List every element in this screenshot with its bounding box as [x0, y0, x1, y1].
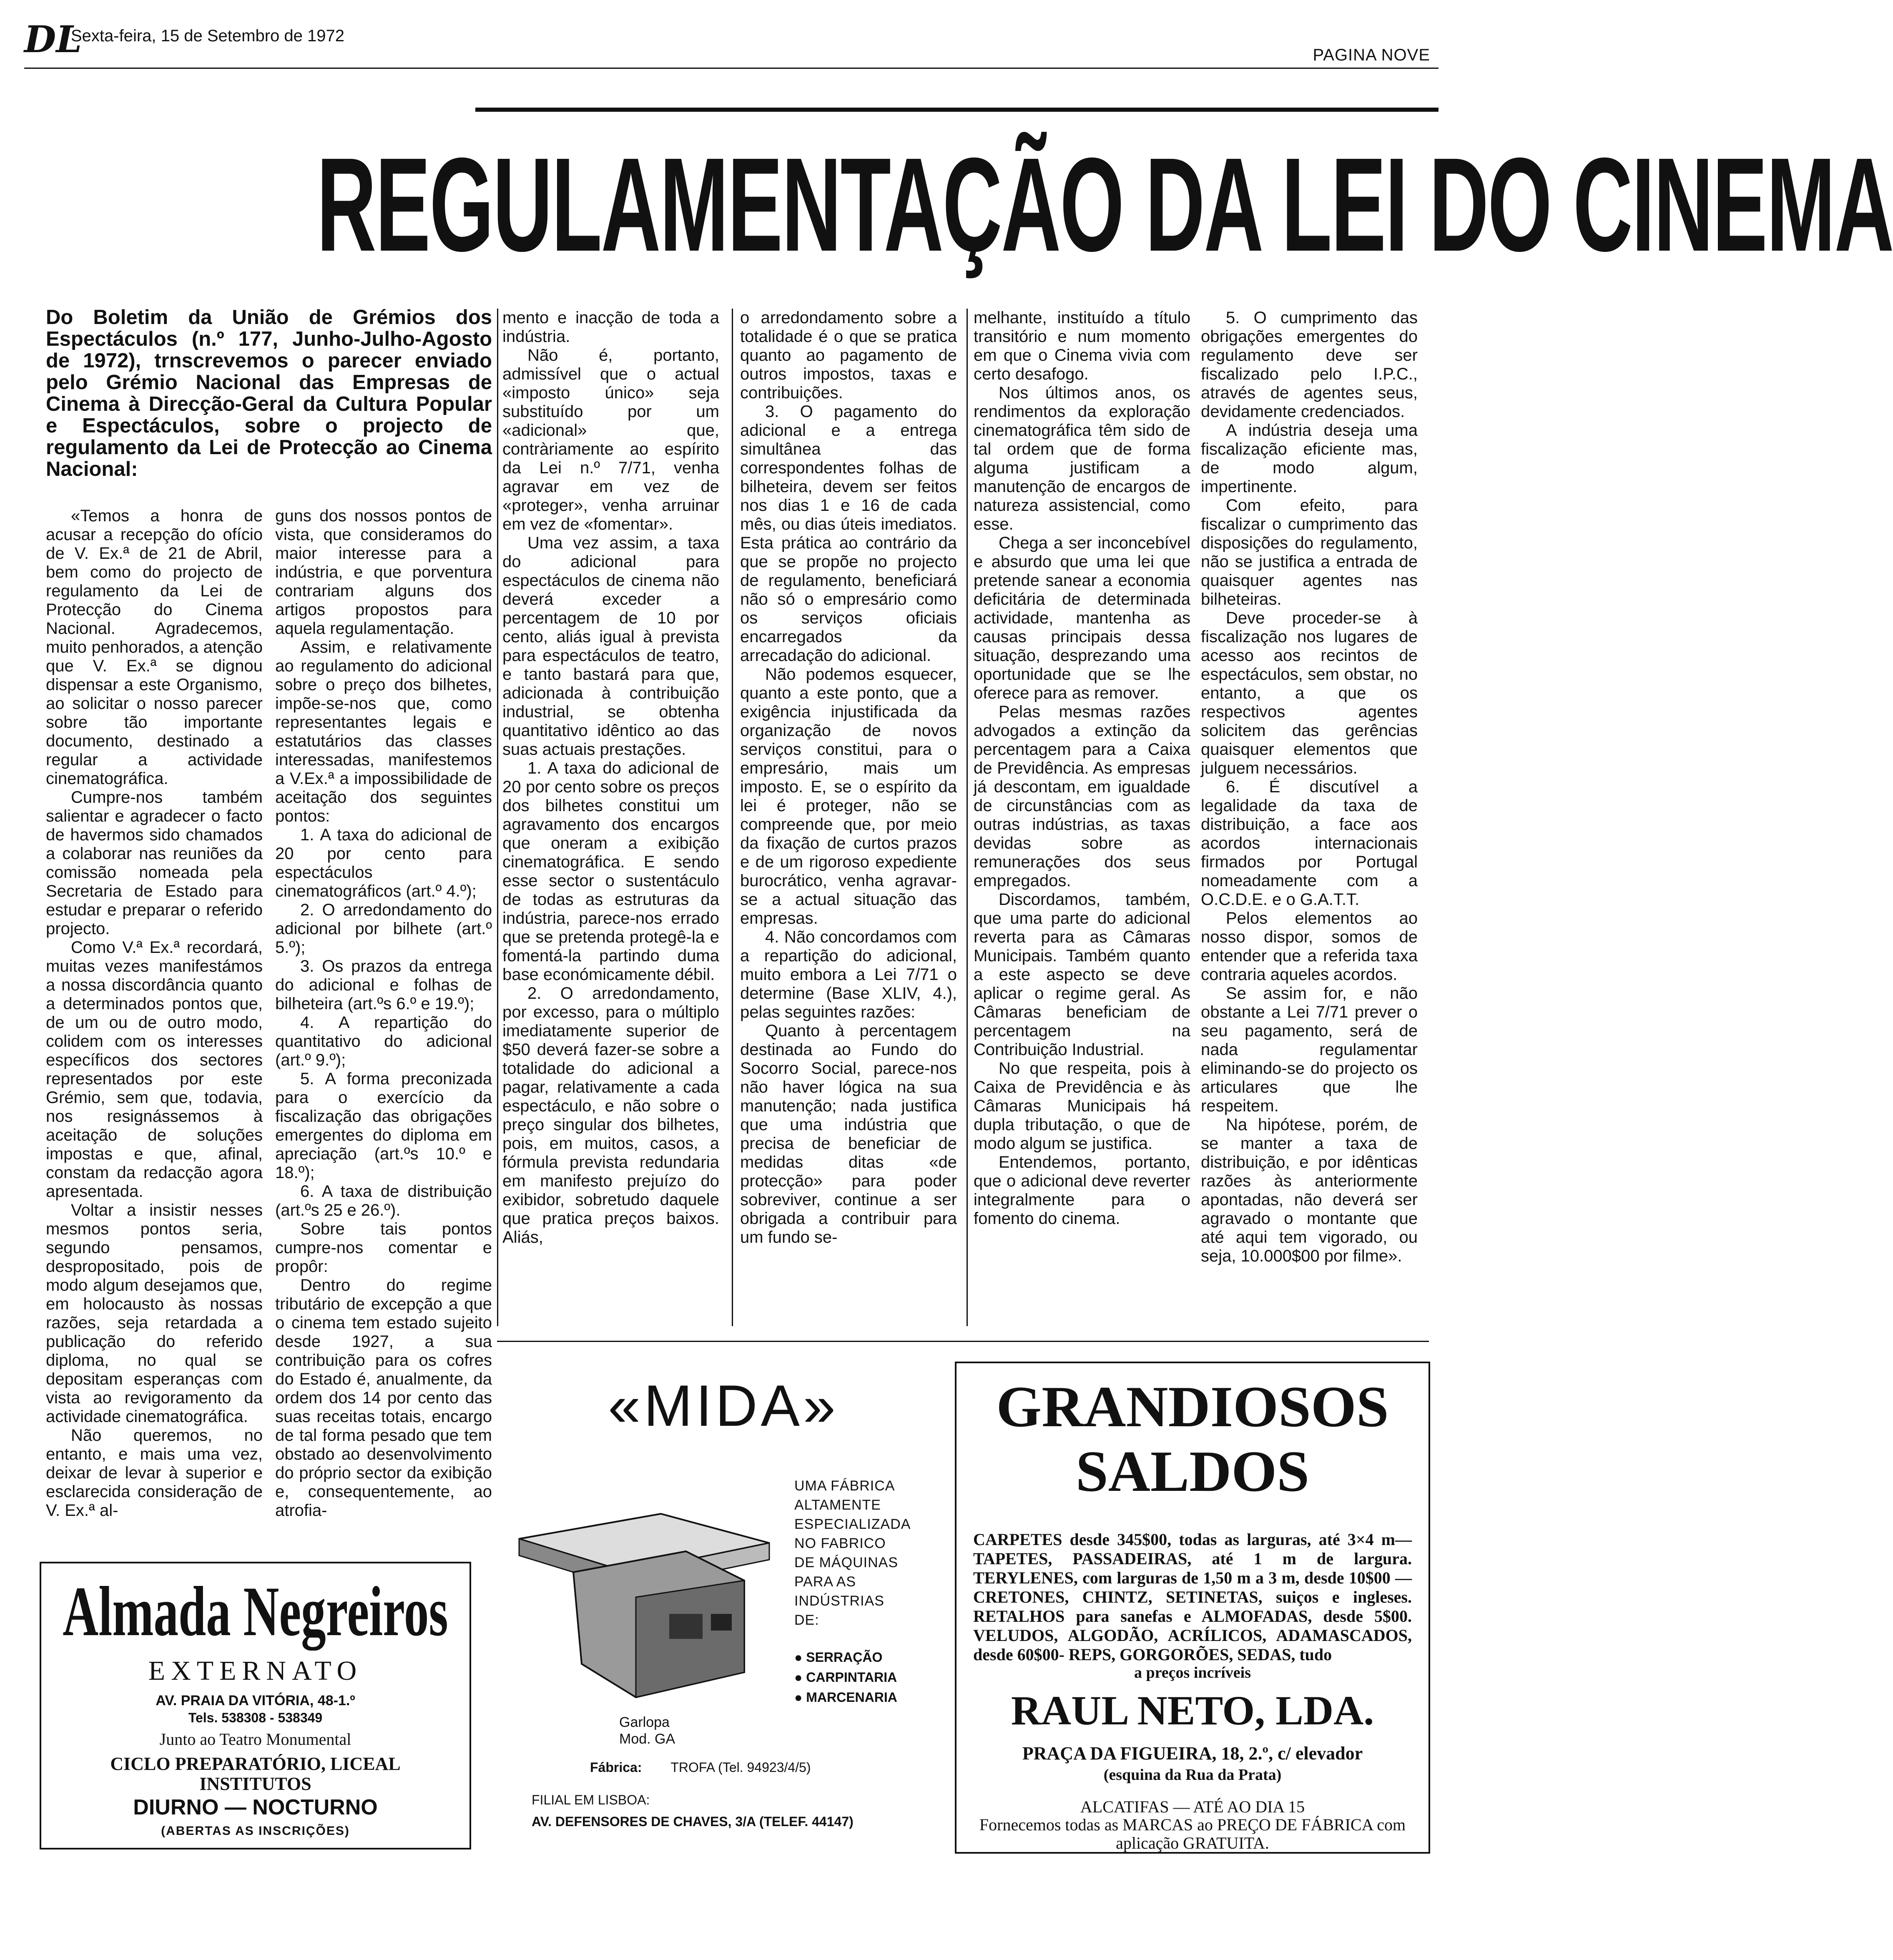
paragraph: Na hipótese, porém, de se manter a taxa de distribuição, e por idênticas razões às anteriormente apontadas, não deverá ser agravado o montante que até aqui tem vigorado, ou seja, 10.000$00 por filme».: [1201, 1116, 1418, 1265]
article-column-5: [974, 309, 1190, 1326]
bullet-icon: ●: [794, 1650, 806, 1665]
article-column-6: [1201, 309, 1418, 1326]
machine-illustration: [511, 1489, 773, 1706]
desc-line: ESPECIALIZADA: [794, 1516, 911, 1532]
paragraph: melhante, instituído a título transitório e num momento em que o Cinema vivia com certo desafogo.: [974, 309, 1190, 383]
page-label: PAGINA NOVE: [1313, 46, 1430, 64]
paragraph: Deve proceder-se à fiscalização nos lugares de acesso aos recintos de espectáculos, sem obstar, no entanto, a que os respectivos agentes solicitem das gerências quaisquer elementos que julguem necessários.: [1201, 609, 1418, 777]
mida-branch: [532, 1789, 854, 1832]
caption-line: Garlopa: [619, 1714, 670, 1730]
paragraph: Pelos elementos ao nosso dispor, somos de entender que a referida taxa contraria aqueles acordos.: [1201, 909, 1418, 984]
bullet-icon: ●: [794, 1670, 806, 1685]
article-column-2: [275, 507, 492, 1547]
branch-value: AV. DEFENSORES DE CHAVES, 3/A (TELEF. 44147): [532, 1814, 854, 1829]
school-type: EXTERNATO: [148, 1656, 363, 1686]
branch-label: FILIAL EM LISBOA:: [532, 1792, 650, 1807]
mida-ad: [502, 1351, 944, 1831]
paragraph: guns dos nossos pontos de vista, que consideramos do maior interesse para a indústria, e que porventura contrariam alguns dos artigos propostos para aquela regulamentação.: [275, 507, 492, 638]
mida-items: [794, 1647, 897, 1707]
alcatifas-note: ALCATIFAS — ATÉ AO DIA 15: [1080, 1797, 1305, 1816]
paragraph: 1. A taxa do adicional de 20 por cento sobre os preços dos bilhetes constitui um agravamento dos encargos que oneram a exibição cinematográfica. E sendo esse sector o sustentáculo de todas as estruturas da indústria, parece-nos errado que se pretenda protegê-la e fomentá-la partindo duma base económicamente débil.: [502, 759, 719, 984]
article-intro: Do Boletim da União de Grémios dos Espectáculos (n.º 177, Junho-Julho-Agosto de 1972), trnscrevemos o parecer enviado pelo Grémio Nacional das Empresas de Cinema à Direcção-Geral da Cultura Popular e Espectáculos, sobre o projecto de regulamento da Lei de Protecção ao Cinema Nacional:: [46, 306, 492, 480]
paragraph: Discordamos, também, que uma parte do adicional reverta para as Câmaras Municipais. Também quanto a este aspecto se deve aplicar o regime geral. As Câmaras beneficiam de percentagem na Contribuição Industrial.: [974, 890, 1190, 1059]
paragraph: Sobre tais pontos cumpre-nos comentar e propôr:: [275, 1220, 492, 1276]
headline: REGULAMENTAÇÃO DA LEI DO CINEMA: [316, 130, 1893, 279]
list-item: ● CARPINTARIA: [794, 1670, 897, 1685]
paragraph: 3. Os prazos da entrega do adicional e folhas de bilheteira (art.ºs 6.º e 19.º);: [275, 957, 492, 1013]
paragraph: 5. A forma preconizada para o exercício da fiscalização das obrigações emergentes do diploma em apreciação (art.ºs 10.º e 18.º);: [275, 1070, 492, 1182]
desc-line: NO FABRICO: [794, 1535, 886, 1551]
section-rule: [497, 1341, 1429, 1342]
paragraph: 4. Não concordamos com a repartição do adicional, muito embora a Lei 7/71 o determine (Base XLIV, 4.), pelas seguintes razões:: [740, 928, 957, 1021]
school-address: AV. PRAIA DA VITÓRIA, 48-1.º: [156, 1693, 355, 1709]
list-item: ● SERRAÇÃO: [794, 1650, 883, 1665]
paragraph: Cumpre-nos também salientar e agradecer o facto de havermos sido chamados a colaborar nas reuniões da comissão nomeada pela Secretaria de Estado para estudar e preparar o referido projecto.: [46, 788, 263, 938]
desc-line: INDÚSTRIAS: [794, 1593, 884, 1609]
issue-date: Sexta-feira, 15 de Setembro de 1972: [71, 27, 344, 45]
paragraph: A indústria deseja uma fiscalização eficiente mas, de modo algum, impertinente.: [1201, 421, 1418, 496]
paragraph: 2. O arredondamento do adicional por bilhete (art.º 5.º);: [275, 901, 492, 957]
paragraph: Não é, portanto, admissível que o actual «imposto único» seja substituído por um «adicional» que, contràriamente ao espírito da Lei n.º 7/71, venha agravar em vez de «proteger», venha arruinar em vez de «fomentar».: [502, 346, 719, 533]
school-schedule: DIURNO — NOCTURNO: [133, 1795, 378, 1819]
saldos-prices: a preços incríveis: [1134, 1664, 1251, 1681]
paragraph: Com efeito, para fiscalizar o cumprimento das disposições do regulamento, não se justifica a entrada de quaisquer agentes nas bilheteiras.: [1201, 496, 1418, 608]
paragraph: Assim, e relativamente ao regulamento do adicional sobre o preço dos bilhetes, impõe-se-nos que, como representantes legais e estatutários das classes interessadas, manifestemos a V.Ex.ª a impossibilidade de aceitação dos seguintes pontos:: [275, 638, 492, 825]
paragraph: Como V.ª Ex.ª recordará, muitas vezes manifestámos a nossa discordância quanto a determinados pontos que, de um ou de outro modo, colidem com os interesses específicos dos sectores representados por este Grémio, sem que, todavia, nos resignássemos à aceitação de soluções impostas e que, afinal, constam da redacção agora apresentada.: [46, 938, 263, 1201]
paragraph: Pelas mesmas razões advogados a extinção da percentagem para a Caixa de Previdência. As empresas já descontam, em igualdade de circunstâncias com as outras indústrias, as taxas devidas sobre as remunerações dos seus empregados.: [974, 703, 1190, 890]
school-phones: Tels. 538308 - 538349: [188, 1710, 323, 1725]
almada-ad: [40, 1562, 471, 1849]
school-courses-2: INSTITUTOS: [199, 1774, 311, 1794]
paragraph: 3. O pagamento do adicional e a entrega simultânea das correspondentes folhas de bilheteira, devem ser feitos nos dias 1 e 16 de cada mês, ou dias úteis imediatos. Esta prática ao contrário da que se propõe no projecto de regulamento, beneficiará não só o empresário como os serviços oficiais encarregados da arrecadação do adicional.: [740, 402, 957, 665]
paragraph: 6. É discutível a legalidade da taxa de distribuição, a face aos acordos internacionais firmados por Portugal nomeadamente com a O.C.D.E. e o G.A.T.T.: [1201, 778, 1418, 909]
saldos-body: CARPETES desde 345$00, todas as larguras, até 3×4 m—TAPETES, PASSADEIRAS, até 1 m de largura. TERYLENES, com larguras de 1,50 m a 3 m, desde 10$00 — CRETONES, CHINTZ, SETINETAS, suiços e ingleses. RETALHOS para sanefas e ALMOFADAS, desde 5$00. VELUDOS, ALGODÃO, ACRÍLICOS, ADAMASCADOS, desde 60$00- REPS, GORGORÕES, SEDAS, tudo: [973, 1530, 1412, 1664]
paragraph: Não podemos esquecer, quanto a este ponto, que a exigência injustificada da organização de novos serviços constitui, para o empresário, mais um imposto. E, se o espírito da lei é proteger, não se compreende que, por meio da fixação de curtos prazos e de um rigoroso expediente burocrático, venha agravar-se a actual situação das empresas.: [740, 665, 957, 927]
mida-caption: [619, 1714, 675, 1747]
column-rule: [967, 309, 968, 1326]
enrolment-note: (ABERTAS AS INSCRIÇÕES): [161, 1824, 350, 1838]
paragraph: Não queremos, no entanto, e mais uma vez, deixar de levar à superior e esclarecida consideração de V. Ex.ª al-: [46, 1426, 263, 1520]
desc-line: DE MÁQUINAS: [794, 1555, 899, 1571]
factory-value: TROFA (Tel. 94923/4/5): [670, 1760, 811, 1775]
paragraph: 1. A taxa do adicional de 20 por cento para espectáculos cinematográficos (art.º 4.º);: [275, 826, 492, 900]
paragraph: 5. O cumprimento das obrigações emergentes do regulamento deve ser fiscalizado pelo I.P.C., através de agentes seus, devidamente credenciados.: [1201, 309, 1418, 421]
school-location: Junto ao Teatro Monumental: [159, 1730, 351, 1749]
paragraph: Quanto à percentagem destinada ao Fundo do Socorro Social, parece-nos não haver lógica na sua manutenção; nada justifica que uma indústria que precisa de beneficiar de medidas ditas «de protecção» para poder sobreviver, continue a ser obrigada a contribuir para um fundo se-: [740, 1022, 957, 1246]
paragraph: Voltar a insistir nesses mesmos pontos seria, segundo pensamos, despropositado, pois de modo algum desejamos que, em holocausto às nossas razões, seja retardada a publicação do referido diploma, no qual se depositam esperanças com vista ao revigoramento da actividade cinematográfica.: [46, 1201, 263, 1426]
paragraph: Uma vez assim, a taxa do adicional para espectáculos de cinema não deverá exceder a percentagem de 10 por cento, aliás igual à prevista para espectáculos de teatro, e tanto bastará para que, adicionada à contribuição industrial, se obtenha quantitativo idêntico ao das suas actuais prestações.: [502, 534, 719, 759]
desc-line: ALTAMENTE: [794, 1497, 881, 1513]
paragraph: Nos últimos anos, os rendimentos da exploração cinematográfica têm sido de tal ordem que de forma alguma justificam a manutenção de encargos de natureza assistencial, como esse.: [974, 384, 1190, 533]
school-name: Almada Negreiros: [63, 1572, 448, 1651]
list-item: ● MARCENARIA: [794, 1690, 897, 1705]
saldos-title-1: GRANDIOSOS: [996, 1375, 1389, 1439]
desc-line: UMA FÁBRICA: [794, 1478, 895, 1494]
paragraph: Se assim for, e não obstante a Lei 7/71 prever o seu pagamento, será de nada regulamentar eliminando-se do projecto os articulares que lhe respeitem.: [1201, 984, 1418, 1115]
company-name: RAUL NETO, LDA.: [1011, 1687, 1374, 1734]
saldos-ad: [955, 1362, 1430, 1854]
article-column-4: [740, 309, 957, 1326]
paragraph: Entendemos, portanto, que o adicional deve reverter integralmente para o fomento do cinema.: [974, 1153, 1190, 1228]
column-rule: [732, 309, 733, 1326]
article-column-1: [46, 507, 263, 1547]
company-address: PRAÇA DA FIGUEIRA, 18, 2.º, c/ elevador: [1022, 1743, 1363, 1764]
saldos-footer: Fornecemos todas as MARCAS ao PREÇO DE FÁBRICA com aplicação GRATUITA.: [979, 1815, 1406, 1852]
paragraph: Chega a ser inconcebível e absurdo que uma lei que pretende sanear a economia deficitária de determinada actividade, mantenha as causas principais dessa situação, desprezando uma oportunidade que se lhe oferece para as remover.: [974, 534, 1190, 702]
school-courses: CICLO PREPARATÓRIO, LICEAL: [110, 1754, 401, 1774]
desc-line: PARA AS: [794, 1574, 856, 1590]
paragraph: «Temos a honra de acusar a recepção do ofício de V. Ex.ª de 21 de Abril, bem como do projecto de regulamento da Lei de Protecção do Cinema Nacional. Agradecemos, muito penhorados, a atenção que V. Ex.ª se dignou dispensar a este Organismo, ao solicitar o nosso parecer sobre tão importante documento, destinado a regular a actividade cinematográfica.: [46, 507, 263, 788]
paragraph: 2. O arredondamento, por excesso, para o múltiplo imediatamente superior de $50 deverá fazer-se sobre a totalidade do adicional a pagar, relativamente a cada espectáculo, e não sobre o preço singular dos bilhetes, pois, em muitos, casos, a fórmula prevista redundaria em manifesto prejuízo do exibidor, sobretudo daquele que pratica preços baixos. Aliás,: [502, 984, 719, 1246]
column-rule: [497, 309, 498, 1326]
desc-line: DE:: [794, 1612, 819, 1628]
header-rule-thick: [475, 108, 1439, 112]
paragraph: 6. A taxa de distribuição (art.ºs 25 e 26.º).: [275, 1182, 492, 1219]
bullet-icon: ●: [794, 1690, 806, 1705]
caption-line: Mod. GA: [619, 1731, 675, 1747]
factory-label: Fábrica:: [590, 1760, 642, 1775]
mida-factory: [590, 1760, 811, 1775]
saldos-title-2: SALDOS: [1075, 1439, 1310, 1504]
paragraph: Dentro do regime tributário de excepção a que o cinema tem estado sujeito desde 1927, a sua contribuição para os cofres do Estado é, anualmente, da ordem dos 14 por cento das suas receitas totais, encargo de tal forma pesado que tem obstado ao desenvolvimento do próprio sector da exibição e, consequentemente, ao atrofia-: [275, 1276, 492, 1520]
company-corner: (esquina da Rua da Prata): [1103, 1766, 1282, 1784]
mida-description: [794, 1476, 911, 1630]
header-rule: [24, 68, 1439, 69]
paragraph: mento e inacção de toda a indústria.: [502, 309, 719, 346]
mida-title: «MIDA»: [608, 1373, 839, 1438]
paragraph: 4. A repartição do quantitativo do adicional (art.º 9.º);: [275, 1013, 492, 1069]
paragraph: o arredondamento sobre a totalidade é o que se pratica quanto ao pagamento de outros impostos, taxas e contribuições.: [740, 309, 957, 402]
article-column-3: [502, 309, 719, 1326]
paragraph: No que respeita, pois à Caixa de Previdência e às Câmaras Municipais há dupla tributação, o que de modo algum se justifica.: [974, 1059, 1190, 1153]
newspaper-logo: DL: [24, 18, 82, 61]
